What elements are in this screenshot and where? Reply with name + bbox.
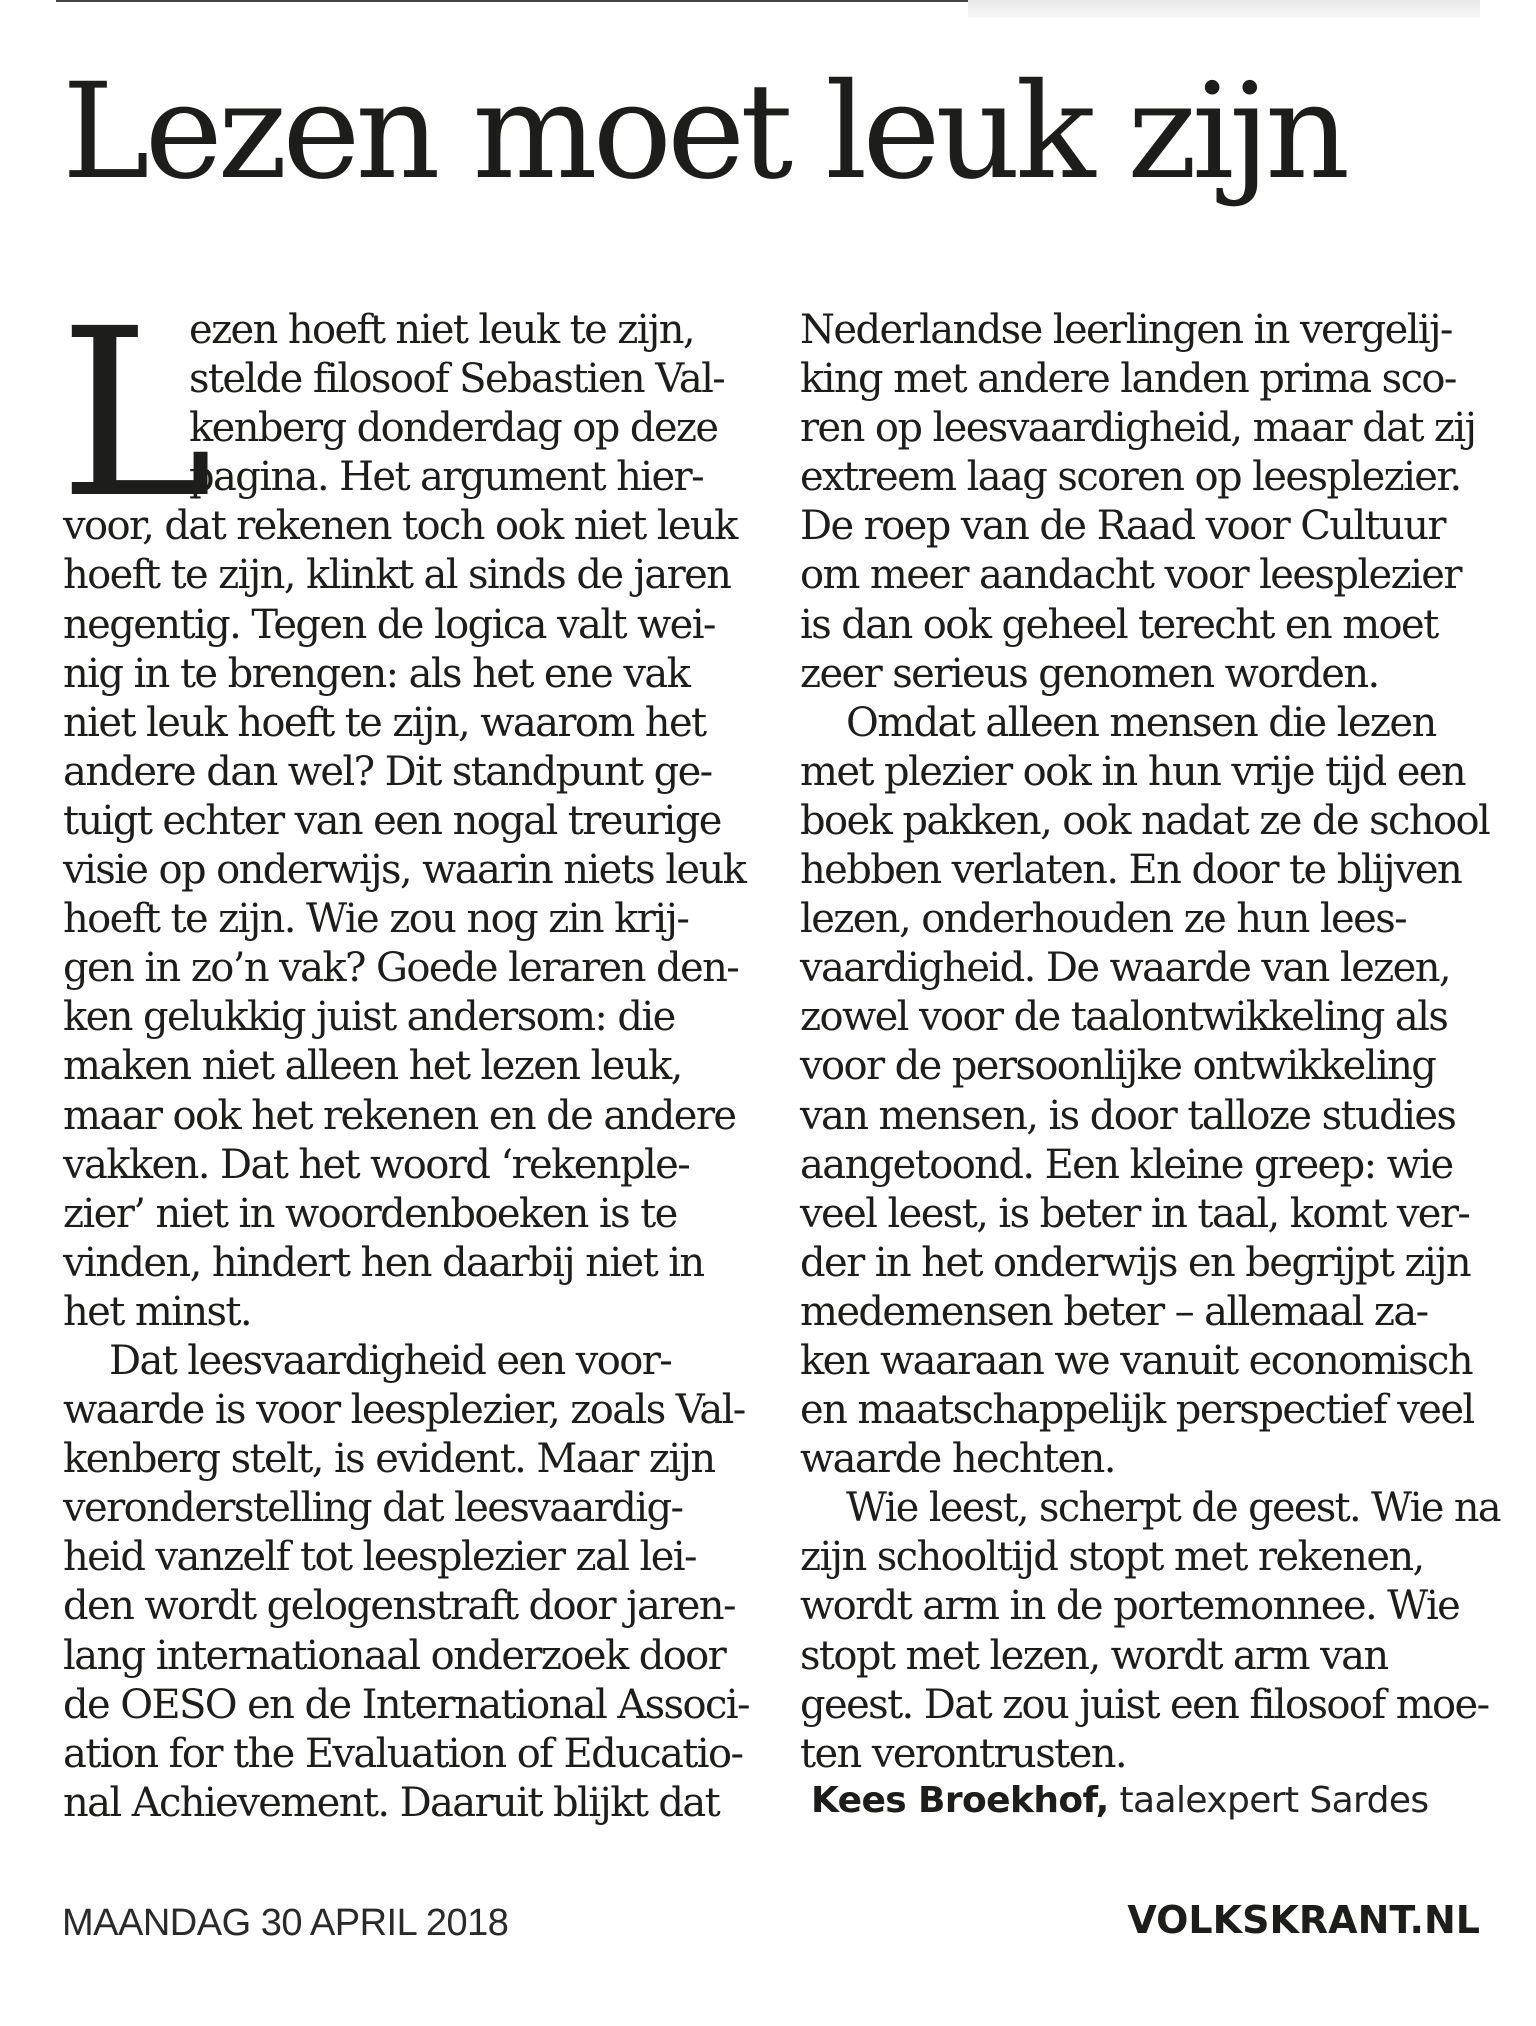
text-line: van mensen, is door talloze studies xyxy=(800,1092,1456,1139)
text-line: de OESO en de International Associ- xyxy=(63,1681,749,1728)
text-line: ten verontrusten. xyxy=(800,1730,1126,1777)
text-line: lang internationaal onderzoek door xyxy=(63,1632,726,1679)
text-line: visie op onderwijs, waarin niets leuk xyxy=(63,847,746,894)
text-line: pagina. Het argument hier- xyxy=(189,454,703,501)
article-column-left xyxy=(59,279,763,1828)
text-line: met plezier ook in hun vrije tijd een xyxy=(800,748,1466,795)
text-line: geest. Dat zou juist een filosoof moe- xyxy=(800,1681,1489,1728)
text-line: De roep van de Raad voor Cultuur xyxy=(800,503,1445,550)
text-line: zier’ niet in woordenboeken is te xyxy=(63,1190,677,1237)
text-line: ezen hoeft niet leuk te zijn, xyxy=(189,307,695,353)
publication-date: MAANDAG 30 APRIL 2018 xyxy=(62,1902,509,1944)
text-line: nal Achievement. Daaruit blijkt dat xyxy=(63,1779,720,1826)
text-line: nig in te brengen: als het ene vak xyxy=(63,650,690,697)
text-line: zowel voor de taalontwikkeling als xyxy=(800,994,1448,1041)
text-line: het minst. xyxy=(63,1288,252,1335)
drop-cap: L xyxy=(59,279,214,549)
text-line: boek pakken, ook nadat ze de school xyxy=(800,797,1490,844)
text-line: maar ook het rekenen en de andere xyxy=(63,1092,736,1139)
text-line: den wordt gelogenstraft door jaren- xyxy=(63,1583,735,1630)
text-line: Nederlandse leerlingen in vergelij- xyxy=(800,307,1452,353)
text-line: ation for the Evaluation of Educatio- xyxy=(63,1730,743,1777)
text-line: om meer aandacht voor leesplezier xyxy=(800,552,1461,599)
text-line: ren op leesvaardigheid, maar dat zij xyxy=(800,405,1476,452)
text-line: kenberg donderdag op deze xyxy=(189,405,718,452)
text-line: voor, dat rekenen toch ook niet leuk xyxy=(63,503,737,550)
article-column-right xyxy=(800,306,1500,1779)
text-line: waarde hechten. xyxy=(800,1436,1115,1483)
text-line: extreem laag scoren op leesplezier. xyxy=(800,454,1461,501)
text-line: heid vanzelf tot leesplezier zal lei- xyxy=(63,1534,696,1581)
text-line: waarde is voor leesplezier, zoals Val- xyxy=(63,1387,745,1434)
text-line: zijn schooltijd stopt met rekenen, xyxy=(800,1534,1424,1581)
text-line: aangetoond. Een kleine greep: wie xyxy=(800,1141,1453,1188)
text-line: ken waaraan we vanuit economisch xyxy=(800,1337,1473,1384)
text-line: stelde filosoof Sebastien Val- xyxy=(189,356,725,403)
text-line: stopt met lezen, wordt arm van xyxy=(800,1632,1388,1679)
author-name: Kees Broekhof, xyxy=(811,1780,1109,1821)
text-line: hoeft te zijn. Wie zou nog zin krij- xyxy=(63,896,689,943)
author-role: taalexpert Sardes xyxy=(1119,1780,1429,1821)
text-line: veel leest, is beter in taal, komt ver- xyxy=(800,1190,1470,1237)
text-line: ken gelukkig juist andersom: die xyxy=(63,994,675,1041)
text-line: king met andere landen prima sco- xyxy=(800,356,1456,403)
text-line: hoeft te zijn, klinkt al sinds de jaren xyxy=(63,552,731,599)
text-line: niet leuk hoeft te zijn, waarom het xyxy=(63,699,706,746)
text-line: voor de persoonlijke ontwikkeling xyxy=(800,1043,1436,1090)
text-line: tuigt echter van een nogal treurige xyxy=(63,797,721,844)
text-line: Wie leest, scherpt de geest. Wie na xyxy=(846,1485,1500,1532)
text-line: kenberg stelt, is evident. Maar zijn xyxy=(63,1436,715,1483)
text-line: lezen, onderhouden ze hun lees- xyxy=(800,896,1407,943)
text-line: zeer serieus genomen worden. xyxy=(800,650,1379,697)
text-line: andere dan wel? Dit standpunt ge- xyxy=(63,748,712,795)
text-line: vaardigheid. De waarde van lezen, xyxy=(800,945,1450,992)
text-line: maken niet alleen het lezen leuk, xyxy=(63,1043,682,1090)
text-line: Omdat alleen mensen die lezen xyxy=(846,699,1436,746)
text-line: wordt arm in de portemonnee. Wie xyxy=(800,1583,1460,1630)
headline: Lezen moet leuk zijn xyxy=(62,55,1346,209)
text-line: vakken. Dat het woord ‘rekenple- xyxy=(63,1141,690,1188)
previous-article-strip xyxy=(968,0,1480,18)
publication-brand: VOLKSKRANT.NL xyxy=(1127,1898,1480,1942)
text-line: gen in zo’n vak? Goede leraren den- xyxy=(63,945,739,992)
text-line: Dat leesvaardigheid een voor- xyxy=(109,1337,672,1384)
text-line: hebben verlaten. En door te blijven xyxy=(800,847,1462,894)
top-rule xyxy=(56,0,968,2)
text-line: der in het onderwijs en begrijpt zijn xyxy=(800,1239,1471,1286)
text-line: is dan ook geheel terecht en moet xyxy=(800,601,1438,648)
author-signature xyxy=(811,1776,1481,1826)
text-line: en maatschappelijk perspectief veel xyxy=(800,1387,1474,1434)
text-line: veronderstelling dat leesvaardig- xyxy=(63,1485,683,1532)
text-line: medemensen beter – allemaal za- xyxy=(800,1288,1428,1335)
text-line: vinden, hindert hen daarbij niet in xyxy=(63,1239,704,1286)
text-line: negentig. Tegen de logica valt wei- xyxy=(63,601,715,648)
